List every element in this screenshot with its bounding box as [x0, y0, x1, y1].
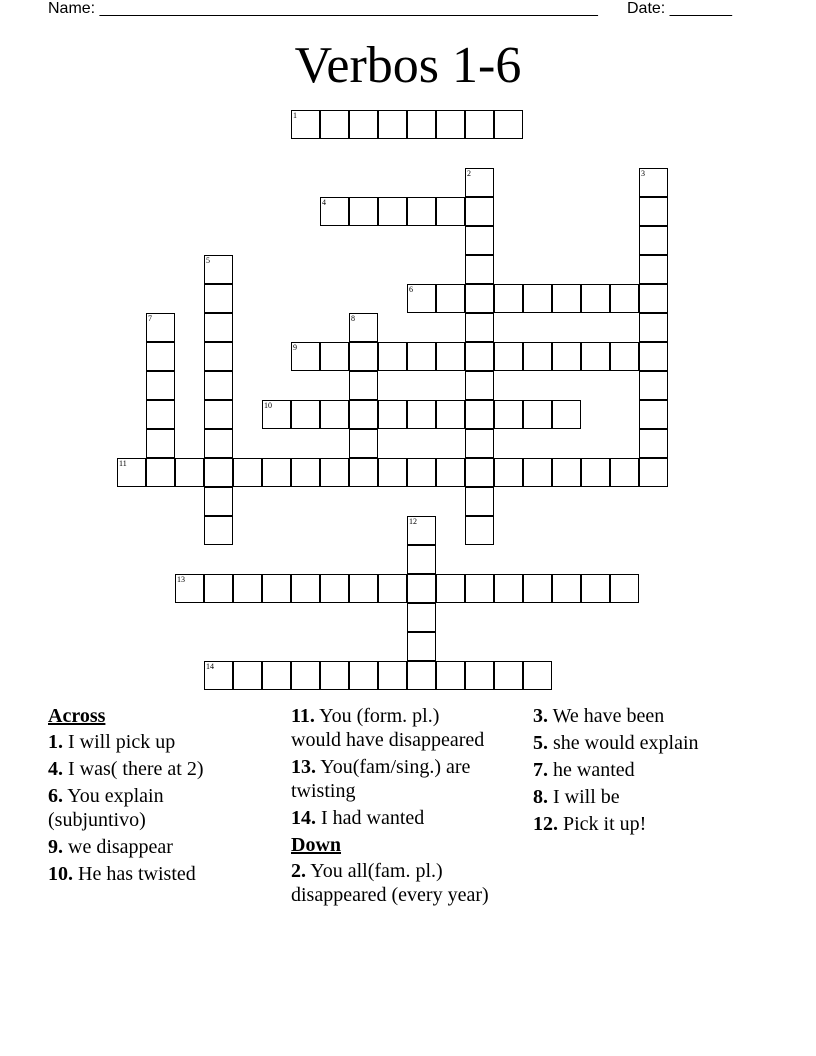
grid-cell[interactable]: [146, 371, 175, 400]
grid-cell[interactable]: [146, 458, 175, 487]
grid-cell[interactable]: [378, 458, 407, 487]
grid-cell[interactable]: [436, 574, 465, 603]
grid-cell[interactable]: [465, 429, 494, 458]
grid-cell[interactable]: [465, 313, 494, 342]
clues-column-3: [533, 704, 733, 839]
grid-cell[interactable]: [204, 342, 233, 371]
clue-across-1: 1. I will pick up: [48, 731, 176, 753]
cell-number: 14: [206, 662, 214, 671]
grid-cell[interactable]: [523, 661, 552, 690]
grid-cell[interactable]: [436, 110, 465, 139]
grid-cell[interactable]: [378, 342, 407, 371]
cell-number: 2: [467, 169, 471, 178]
grid-cell[interactable]: [465, 342, 494, 371]
grid-cell[interactable]: [639, 371, 668, 400]
grid-cell[interactable]: [407, 458, 436, 487]
grid-cell[interactable]: [204, 487, 233, 516]
grid-cell[interactable]: [204, 429, 233, 458]
cell-number: 10: [264, 401, 272, 410]
grid-cell[interactable]: [552, 574, 581, 603]
grid-cell[interactable]: [291, 458, 320, 487]
grid-cell[interactable]: [233, 661, 262, 690]
grid-cell[interactable]: [233, 574, 262, 603]
cell-number: 8: [351, 314, 355, 323]
grid-cell[interactable]: [639, 400, 668, 429]
grid-cell[interactable]: [436, 342, 465, 371]
cell-number: 3: [641, 169, 645, 178]
grid-cell[interactable]: [436, 197, 465, 226]
grid-cell[interactable]: [204, 284, 233, 313]
clue-across-4: 4. I was( there at 2): [48, 758, 204, 780]
clue-down-8: 8. I will be: [533, 786, 620, 808]
page-title: Verbos 1-6: [294, 37, 522, 94]
grid-cell[interactable]: [262, 458, 291, 487]
grid-cell[interactable]: [407, 342, 436, 371]
cell-number: 5: [206, 256, 210, 265]
grid-cell[interactable]: [349, 429, 378, 458]
grid-cell[interactable]: [262, 574, 291, 603]
grid-cell[interactable]: [146, 313, 175, 342]
grid-cell[interactable]: [204, 371, 233, 400]
grid-cell[interactable]: [291, 342, 320, 371]
grid-cell[interactable]: [639, 458, 668, 487]
date-field[interactable]: Date: _______: [627, 0, 732, 17]
down-heading: Down: [291, 834, 342, 856]
grid-cell[interactable]: [204, 516, 233, 545]
grid-cell[interactable]: [581, 574, 610, 603]
grid-cell[interactable]: [117, 458, 146, 487]
cell-number: 7: [148, 314, 152, 323]
grid-cell[interactable]: [552, 284, 581, 313]
grid-cell[interactable]: [349, 197, 378, 226]
grid-cell[interactable]: [639, 313, 668, 342]
grid-cell[interactable]: [407, 632, 436, 661]
clue-across-10: 10. He has twisted: [48, 863, 196, 885]
grid-cell[interactable]: [378, 110, 407, 139]
grid-cell[interactable]: [349, 661, 378, 690]
clue-down-12: 12. Pick it up!: [533, 813, 647, 835]
grid-cell[interactable]: [494, 342, 523, 371]
grid-cell[interactable]: [465, 255, 494, 284]
grid-cell[interactable]: [523, 574, 552, 603]
cell-number: 11: [119, 459, 127, 468]
grid-cell[interactable]: [494, 661, 523, 690]
clue-across-11: 11. You (form. pl.) would have disappeared: [291, 705, 485, 751]
grid-cell[interactable]: [349, 574, 378, 603]
grid-cell[interactable]: [523, 342, 552, 371]
grid-cell[interactable]: [610, 574, 639, 603]
grid-cell[interactable]: [320, 661, 349, 690]
grid-cell[interactable]: [378, 574, 407, 603]
grid-cell[interactable]: [639, 429, 668, 458]
grid-cell[interactable]: [465, 661, 494, 690]
clue-down-3: 3. We have been: [533, 705, 665, 727]
grid-cell[interactable]: [465, 197, 494, 226]
grid-cell[interactable]: [436, 400, 465, 429]
clues-column-2: [291, 704, 491, 910]
grid-cell[interactable]: [523, 284, 552, 313]
cell-number: 13: [177, 575, 185, 584]
grid-cell[interactable]: [291, 661, 320, 690]
grid-cell[interactable]: [320, 197, 349, 226]
grid-cell[interactable]: [320, 400, 349, 429]
grid-cell[interactable]: [523, 400, 552, 429]
grid-cell[interactable]: [639, 197, 668, 226]
grid-cell[interactable]: [639, 284, 668, 313]
grid-cell[interactable]: [349, 400, 378, 429]
grid-cell[interactable]: [581, 284, 610, 313]
clue-across-9: 9. we disappear: [48, 836, 173, 858]
grid-cell[interactable]: [407, 603, 436, 632]
grid-cell[interactable]: [175, 574, 204, 603]
grid-cell[interactable]: [436, 661, 465, 690]
grid-cell[interactable]: [407, 661, 436, 690]
grid-cell[interactable]: [494, 574, 523, 603]
grid-cell[interactable]: [407, 574, 436, 603]
grid-cell[interactable]: [639, 342, 668, 371]
grid-cell[interactable]: [465, 371, 494, 400]
grid-cell[interactable]: [320, 110, 349, 139]
grid-cell[interactable]: [378, 197, 407, 226]
clue-across-6: 6. You explain (subjuntivo): [48, 785, 164, 831]
grid-cell[interactable]: [581, 458, 610, 487]
grid-cell[interactable]: [291, 110, 320, 139]
grid-cell[interactable]: [407, 284, 436, 313]
grid-cell[interactable]: [581, 342, 610, 371]
grid-cell[interactable]: [291, 574, 320, 603]
grid-cell[interactable]: [407, 110, 436, 139]
grid-cell[interactable]: [204, 574, 233, 603]
grid-cell[interactable]: [349, 371, 378, 400]
grid-cell[interactable]: [523, 458, 552, 487]
grid-cell[interactable]: [465, 226, 494, 255]
cell-number: 1: [293, 111, 297, 120]
cell-number: 4: [322, 198, 326, 207]
grid-cell[interactable]: [262, 400, 291, 429]
grid-cell[interactable]: [320, 574, 349, 603]
grid-cell[interactable]: [494, 458, 523, 487]
grid-cell[interactable]: [407, 400, 436, 429]
grid-cell[interactable]: [465, 574, 494, 603]
grid-cell[interactable]: [494, 400, 523, 429]
grid-cell[interactable]: [320, 458, 349, 487]
grid-cell[interactable]: [610, 458, 639, 487]
grid-cell[interactable]: [349, 110, 378, 139]
grid-cell[interactable]: [407, 516, 436, 545]
grid-cell[interactable]: [204, 458, 233, 487]
grid-cell[interactable]: [610, 342, 639, 371]
name-field[interactable]: Name: ________________________________________________________: [48, 0, 598, 17]
cell-number: 12: [409, 517, 417, 526]
clue-down-5: 5. she would explain: [533, 732, 699, 754]
grid-cell[interactable]: [378, 661, 407, 690]
grid-cell[interactable]: [436, 284, 465, 313]
grid-cell[interactable]: [407, 545, 436, 574]
grid-cell[interactable]: [146, 400, 175, 429]
cell-number: 6: [409, 285, 413, 294]
grid-cell[interactable]: [204, 661, 233, 690]
grid-cell[interactable]: [291, 400, 320, 429]
grid-cell[interactable]: [465, 516, 494, 545]
grid-cell[interactable]: [639, 255, 668, 284]
grid-cell[interactable]: [465, 400, 494, 429]
across-heading: Across: [48, 705, 106, 727]
grid-cell[interactable]: [320, 342, 349, 371]
grid-cell[interactable]: [465, 110, 494, 139]
grid-cell[interactable]: [146, 429, 175, 458]
grid-cell[interactable]: [465, 284, 494, 313]
clue-down-2: 2. You all(fam. pl.) disappeared (every year): [291, 860, 489, 906]
grid-cell[interactable]: [175, 458, 204, 487]
grid-cell[interactable]: [146, 342, 175, 371]
grid-cell[interactable]: [204, 255, 233, 284]
grid-cell[interactable]: [465, 487, 494, 516]
grid-cell[interactable]: [349, 458, 378, 487]
grid-cell[interactable]: [494, 110, 523, 139]
grid-cell[interactable]: [204, 400, 233, 429]
cell-number: 9: [293, 343, 297, 352]
grid-cell[interactable]: [233, 458, 262, 487]
clue-across-14: 14. I had wanted: [291, 807, 425, 829]
grid-cell[interactable]: [349, 342, 378, 371]
grid-cell[interactable]: [262, 661, 291, 690]
grid-cell[interactable]: [349, 313, 378, 342]
grid-cell[interactable]: [494, 284, 523, 313]
grid-cell[interactable]: [465, 168, 494, 197]
grid-cell[interactable]: [610, 284, 639, 313]
grid-cell[interactable]: [639, 168, 668, 197]
clue-across-13: 13. You(fam/sing.) are twisting: [291, 756, 471, 802]
grid-cell[interactable]: [552, 400, 581, 429]
grid-cell[interactable]: [552, 342, 581, 371]
grid-cell[interactable]: [436, 458, 465, 487]
grid-cell[interactable]: [639, 226, 668, 255]
grid-cell[interactable]: [407, 197, 436, 226]
clue-down-7: 7. he wanted: [533, 759, 635, 781]
grid-cell[interactable]: [378, 400, 407, 429]
grid-cell[interactable]: [465, 458, 494, 487]
grid-cell[interactable]: [552, 458, 581, 487]
grid-cell[interactable]: [204, 313, 233, 342]
clues-column-1: [48, 704, 258, 889]
